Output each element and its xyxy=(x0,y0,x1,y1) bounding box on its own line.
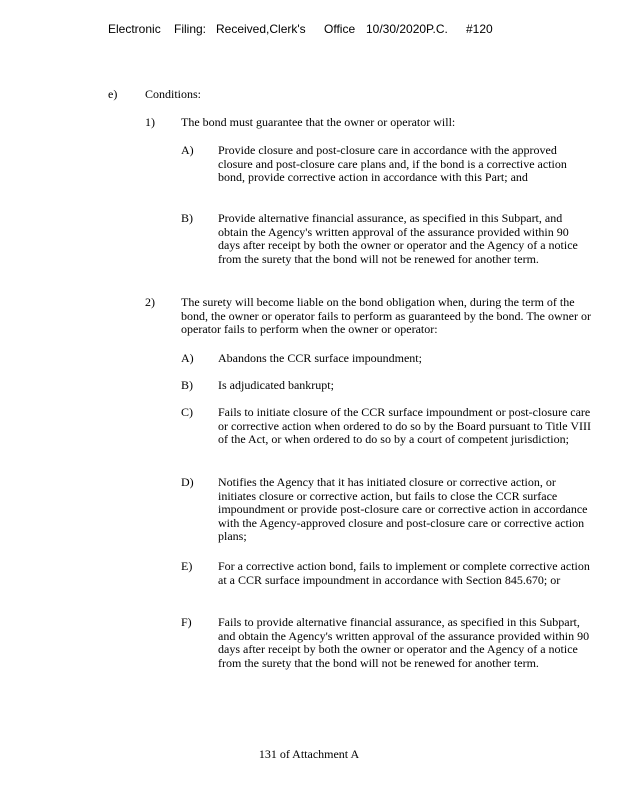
item-text: The bond must guarantee that the owner or operator will: xyxy=(181,115,456,129)
subitem-text: Is adjudicated bankrupt; xyxy=(218,378,334,392)
subitem-marker: F) xyxy=(181,615,192,629)
subitem-text: Notifies the Agency that it has initiated closure or corrective action, or initiates closure or corrective action, but fails to close the CCR surface impoundment or provide post-closure care or corrective action in accordance with the Agency-approved closure and post-closure care or corrective action plans; xyxy=(218,475,588,543)
header-office: Office xyxy=(324,22,356,36)
subitem-marker: B) xyxy=(181,211,193,225)
subitem-text: Provide closure and post-closure care in accordance with the approved closure and post-closure care plans and, if the bond is a corrective action bond, provide corrective action in accordance with this Part; and xyxy=(218,143,567,184)
item-marker: 1) xyxy=(145,115,155,129)
subitem-marker: E) xyxy=(181,559,193,573)
header-received: Received,Clerk's xyxy=(216,22,306,36)
subitem-text: Fails to initiate closure of the CCR surface impoundment or post-closure care or corrective action when ordered to do so by the Board pursuant to Title VIII of the Act, or when ordered to do so by a court of competent jurisdiction; xyxy=(218,405,592,446)
header-number: #120 xyxy=(466,22,493,36)
subitem-marker: C) xyxy=(181,405,193,419)
subitem-marker: D) xyxy=(181,475,194,489)
subitem-text: Abandons the CCR surface impoundment; xyxy=(218,351,422,365)
header-date: 10/30/2020P.C. xyxy=(366,22,448,36)
item-marker: 2) xyxy=(145,295,155,309)
item-text: The surety will become liable on the bond obligation when, during the term of the bond, the owner or operator fails to perform as guaranteed by the bond. The owner or operator fails to perform when the owner or operator: xyxy=(181,295,591,336)
subitem-text: Provide alternative financial assurance, as specified in this Subpart, and obtain the Agency's written approval of the assurance provided within 90 days after receipt by both the owner or operator and the Agency of a notice from the surety that the bond will not be renewed for another term. xyxy=(218,211,578,266)
section-title: Conditions: xyxy=(145,87,202,101)
subitem-marker: A) xyxy=(181,143,194,157)
subitem-marker: A) xyxy=(181,351,194,365)
subitem-text: Fails to provide alternative financial assurance, as specified in this Subpart, and obtain the Agency's written approval of the assurance provided within 90 days after receipt by both the owner or operator and the Agency of a notice from the surety that the bond will not be renewed for another term. xyxy=(218,615,590,670)
page-footer: 131 of Attachment A xyxy=(258,747,360,761)
subitem-text: For a corrective action bond, fails to implement or complete corrective action at a CCR surface impoundment in accordance with Section 845.670; or xyxy=(218,559,590,587)
section-marker: e) xyxy=(108,87,118,101)
header-filing: Filing: xyxy=(174,22,207,36)
header-electronic: Electronic xyxy=(108,22,161,36)
subitem-marker: B) xyxy=(181,378,193,392)
